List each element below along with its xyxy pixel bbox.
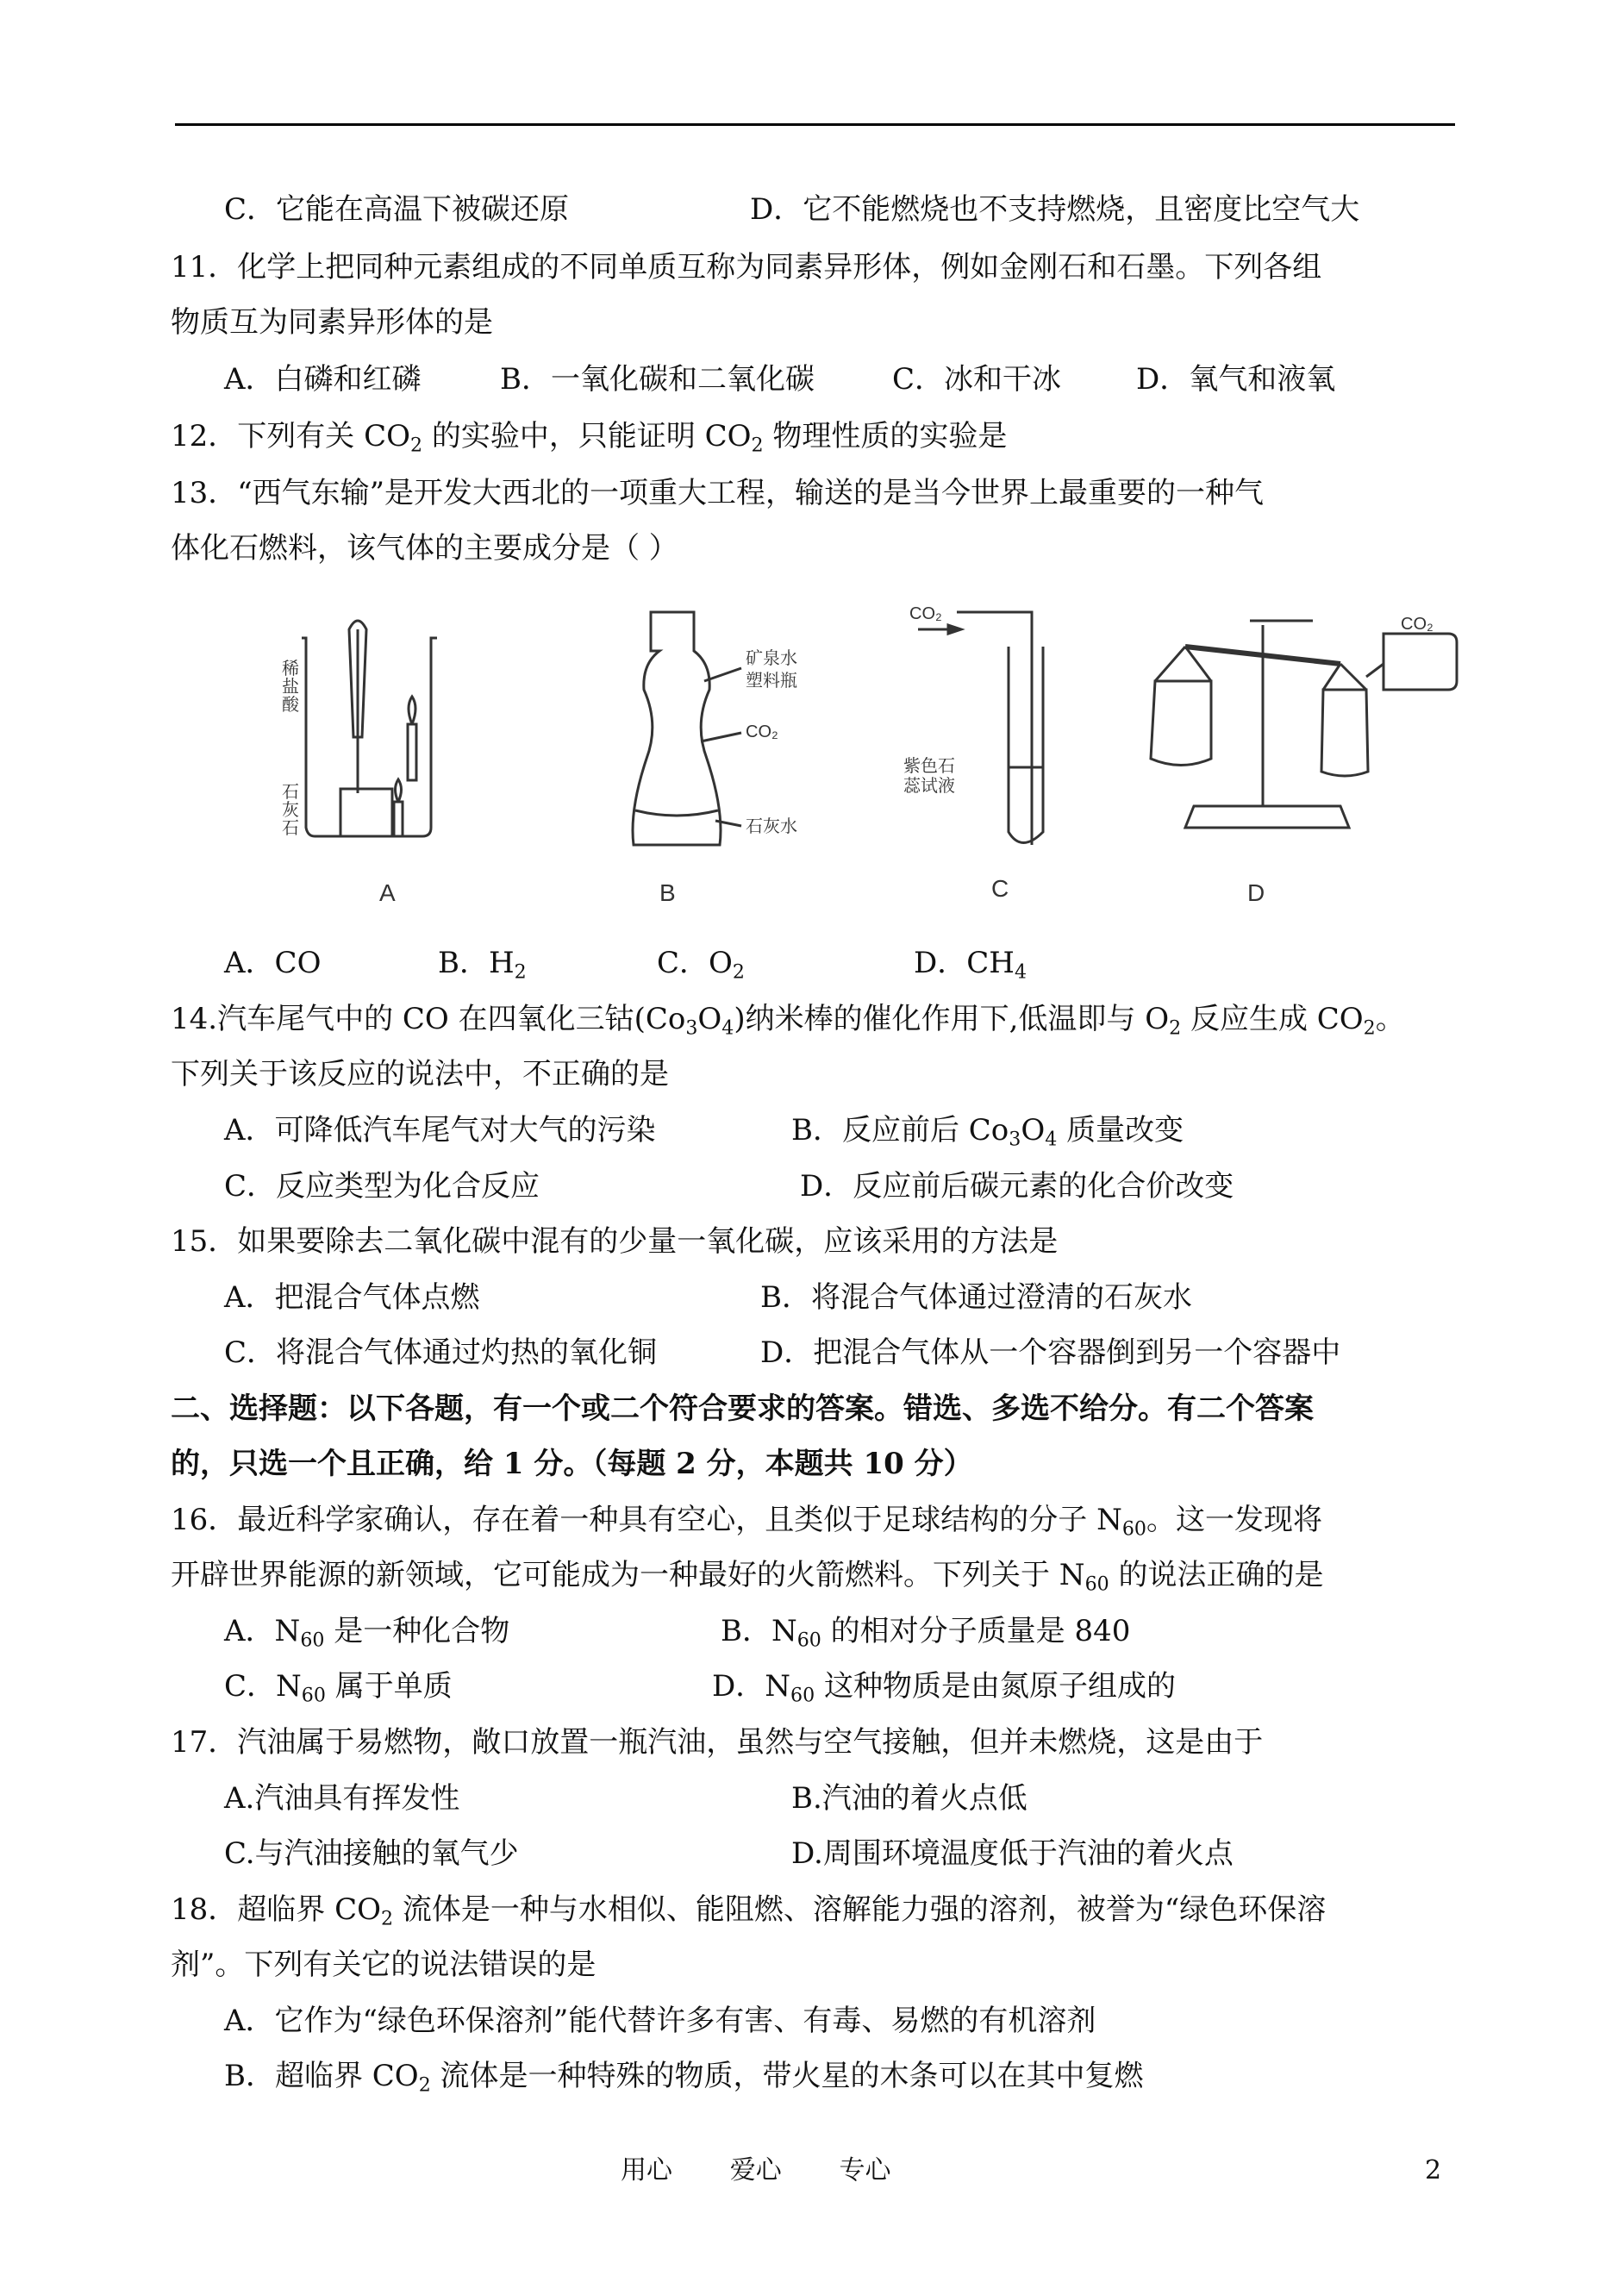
q14-option-b: B．反应前后 $Co_3O_4$ 质量改变: [791, 1113, 1184, 1151]
q16-stem-line1: 16．最近科学家确认，存在着一种具有空心，且类似于足球结构的分子 $N_{60}$。这一发现将: [171, 1503, 1322, 1541]
q16-stem-line2: 开辟世界能源的新领域，它可能成为一种最好的火箭燃料。下列关于 $N_{60}$ 的说法正确的是: [171, 1558, 1324, 1596]
q11-option-a: A．白磷和红磷: [224, 362, 422, 397]
fig-c-text-2: 紫色石: [903, 757, 955, 776]
q11-stem-line1: 11．化学上把同种元素组成的不同单质互称为同素异形体，例如金刚石和石墨。下列各组: [171, 250, 1322, 285]
q18-stem-line1: 18．超临界 $CO_2$ 流体是一种与水相似、能阻燃、溶解能力强的溶剂，被誉为“绿色环保溶: [171, 1892, 1327, 1930]
q11-option-c: C．冰和干冰: [892, 362, 1062, 397]
q18-option-b: B．超临界 $CO_2$ 流体是一种特殊的物质，带火星的木条可以在其中复燃: [224, 2059, 1144, 2097]
q15-option-d: D．把混合气体从一个容器倒到另一个容器中: [760, 1335, 1341, 1370]
q17-option-d: D.周围环境温度低于汽油的着火点: [791, 1836, 1234, 1871]
fig-label-b: B: [659, 879, 676, 906]
q16-option-d: D．$N_{60}$ 这种物质是由氮原子组成的: [712, 1669, 1176, 1707]
q10-option-c: C．它能在高温下被碳还原: [224, 192, 570, 227]
page-number: 2: [1425, 2155, 1442, 2186]
q11-stem-line2: 物质互为同素异形体的是: [171, 305, 493, 340]
q14-stem-line1: 14.汽车尾气中的 CO 在四氧化三钴$(Co_3O_4)$纳米棒的催化作用下,低温即与 $O_2$ 反应生成 $CO_2$。: [171, 1002, 1405, 1040]
q17-option-b: B.汽油的着火点低: [791, 1781, 1027, 1816]
q18-option-a: A．它作为“绿色环保溶剂”能代替许多有害、有毒、易燃的有机溶剂: [224, 2004, 1096, 2038]
q15-stem: 15．如果要除去二氧化碳中混有的少量一氧化碳，应该采用的方法是: [171, 1224, 1059, 1259]
apparatus-c: [918, 612, 1043, 845]
fig-c-text-3: 蕊试液: [903, 777, 955, 796]
section-2-heading-line1: 二、选择题：以下各题，有一个或二个符合要求的答案。错选、多选不给分。有二个答案: [171, 1391, 1314, 1426]
fig-d-text-1: CO₂: [1401, 615, 1433, 634]
q13-option-d: D．$CH_4$: [914, 946, 1027, 984]
fig-a-text-4: 石: [282, 783, 299, 802]
experiment-figure: [228, 595, 1491, 931]
q14-option-d: D．反应前后碳元素的化合价改变: [800, 1169, 1234, 1204]
q15-option-b: B．将混合气体通过澄清的石灰水: [760, 1280, 1192, 1315]
q13-stem-line1: 13．“西气东输”是开发大西北的一项重大工程，输送的是当今世界上最重要的一种气: [171, 476, 1265, 510]
fig-a-text-1: 稀: [282, 660, 299, 678]
q10-option-d: D．它不能燃烧也不支持燃烧，且密度比空气大: [750, 192, 1360, 227]
fig-b-text-4: 石灰水: [746, 817, 797, 836]
apparatus-a: [302, 621, 437, 836]
q11-option-d: D．氧气和液氧: [1136, 362, 1336, 397]
fig-a-text-6: 石: [282, 819, 299, 838]
q14-stem-line2: 下列关于该反应的说法中，不正确的是: [171, 1057, 669, 1091]
fig-b-text-3: CO₂: [746, 722, 778, 741]
q14-option-a: A．可降低汽车尾气对大气的污染: [224, 1113, 656, 1148]
fig-c-text-1: CO₂: [909, 604, 942, 623]
q11-option-b: B．一氧化碳和二氧化碳: [500, 362, 815, 397]
q17-stem: 17．汽油属于易燃物，敞口放置一瓶汽油，虽然与空气接触，但并未燃烧，这是由于: [171, 1725, 1264, 1760]
section-2-heading-line2: 的，只选一个且正确，给 1 分。（每题 2 分，本题共 10 分）: [171, 1447, 973, 1481]
q13-stem-line2: 体化石燃料，该气体的主要成分是（ ）: [171, 531, 678, 566]
fig-a-text-3: 酸: [282, 696, 299, 715]
header-rule: [175, 123, 1455, 126]
apparatus-b: [633, 612, 741, 845]
fig-label-c: C: [991, 875, 1009, 902]
fig-label-d: D: [1247, 879, 1265, 906]
q16-option-a: A．$N_{60}$ 是一种化合物: [224, 1614, 510, 1652]
fig-a-text-5: 灰: [282, 801, 299, 820]
q13-option-c: C．$O_2$: [657, 946, 745, 984]
fig-b-text-1: 矿泉水: [746, 649, 797, 668]
q12-stem: 12．下列有关 $CO_2$ 的实验中，只能证明 $CO_2$ 物理性质的实验是: [171, 419, 1008, 457]
q14-option-c: C．反应类型为化合反应: [224, 1169, 540, 1204]
q17-option-c: C.与汽油接触的氧气少: [224, 1836, 519, 1871]
q16-option-b: B．$N_{60}$ 的相对分子质量是 840: [721, 1614, 1131, 1652]
q15-option-a: A．把混合气体点燃: [224, 1280, 480, 1315]
fig-b-text-2: 塑料瓶: [746, 672, 797, 691]
q13-option-b: B．$H_2$: [438, 946, 527, 984]
fig-label-a: A: [379, 879, 396, 906]
q18-stem-line2: 剂”。下列有关它的说法错误的是: [171, 1948, 597, 1982]
fig-a-text-2: 盐: [282, 678, 299, 697]
apparatus-d: [1151, 621, 1457, 828]
q15-option-c: C．将混合气体通过灼热的氧化铜: [224, 1335, 658, 1370]
q17-option-a: A.汽油具有挥发性: [224, 1781, 460, 1816]
q13-option-a: A．CO: [224, 946, 322, 980]
q16-option-c: C．$N_{60}$ 属于单质: [224, 1669, 453, 1707]
footer-motto: 用心 爱心 专心: [621, 2155, 891, 2186]
